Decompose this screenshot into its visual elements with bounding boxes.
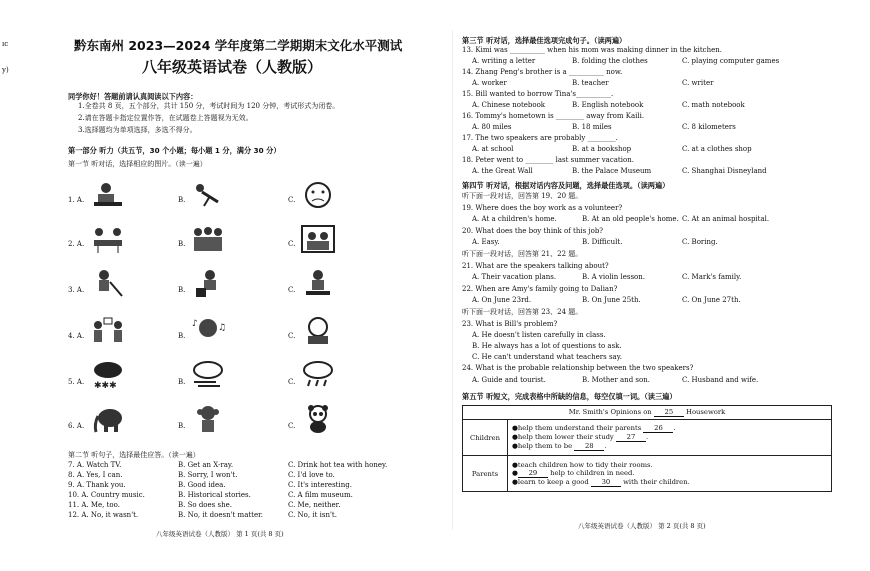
child-sweeping-icon — [90, 268, 126, 298]
person-at-desk-icon — [90, 180, 126, 210]
table-line: ●help them understand their parents 26 . — [512, 424, 676, 432]
option: B. English notebook — [572, 101, 644, 109]
windy-cloud-icon — [190, 360, 226, 390]
question: 22. When are Amy's family going to Dalian? — [462, 285, 618, 293]
option-label: B. — [178, 422, 186, 430]
question: 24. What is the probable relationship between the two speakers? — [462, 364, 694, 372]
table-line: ●help them to be 28 . — [512, 442, 607, 450]
option: C. Boring. — [682, 238, 718, 246]
person-falling-icon — [190, 180, 226, 210]
answer-option: C. I'd love to. — [288, 471, 335, 479]
option: C. Mark's family. — [682, 273, 742, 281]
option-label: B. — [178, 332, 186, 340]
question: 13. Kimi was __________ when his mom was making dinner in the kitchen. — [462, 46, 722, 54]
option: A. at school — [472, 145, 514, 153]
option-label: C. — [288, 286, 296, 294]
option-label: B. — [178, 286, 186, 294]
option: A. 80 miles — [472, 123, 512, 131]
option: A. the Great Wall — [472, 167, 533, 175]
blank-25: 25 — [654, 408, 684, 417]
option: B. teacher — [572, 79, 609, 87]
row-label-children: Children — [463, 420, 508, 456]
option-label: C. — [288, 332, 296, 340]
question: 21. What are the speakers talking about? — [462, 262, 609, 270]
option-label: 1. A. — [68, 196, 85, 204]
answer-option: 7. A. Watch TV. — [68, 461, 122, 469]
dialogue-intro: 听下面一段对话，回答第 19、20 题。 — [462, 192, 583, 200]
option: A. writing a letter — [472, 57, 536, 65]
child-folding-clothes-icon — [190, 268, 226, 298]
option-label: C. — [288, 378, 296, 386]
answer-option: C. No, it isn't. — [288, 511, 337, 519]
option: B. the Palace Museum — [572, 167, 652, 175]
option: B. At an old people's home. — [582, 215, 679, 223]
option: B. Mother and son. — [582, 376, 650, 384]
question: 14. Zhang Peng's brother is a __________ now. — [462, 68, 623, 76]
option-label: 6. A. — [68, 422, 85, 430]
answer-option: B. Get an X-ray. — [178, 461, 234, 469]
page-footer: 八年级英语试卷（人教版） 第 1 页(共 8 页) — [156, 530, 284, 538]
option: A. Easy. — [472, 238, 500, 246]
child-cooking-icon — [300, 268, 336, 298]
row-label-parents: Parents — [463, 456, 508, 492]
option: A. worker — [472, 79, 507, 87]
table-title — [463, 406, 832, 420]
option: C. 8 kilometers — [682, 123, 736, 131]
family-dinner-icon — [90, 224, 126, 254]
option: A. On June 23rd. — [472, 296, 532, 304]
panda-icon — [300, 404, 336, 434]
page-footer: 八年级英语试卷（人教版） 第 2 页(共 8 页) — [578, 522, 706, 530]
answer-option: B. So does she. — [178, 501, 232, 509]
question: 17. The two speakers are probably ________. — [462, 134, 618, 142]
option: A. Chinese notebook — [472, 101, 546, 109]
question: 15. Bill wanted to borrow Tina's__________. — [462, 90, 614, 98]
section2-heading: 第二节 听句子，选择最佳应答。（读一遍） — [68, 451, 200, 459]
section5-heading: 第五节 听短文，完成表格中所缺的信息，每空仅填一词。（读三遍） — [462, 392, 677, 401]
blank-29: 29 — [518, 469, 548, 478]
table-line: ●teach children how to tidy their rooms. — [512, 460, 653, 469]
option: B. 18 miles — [572, 123, 612, 131]
option-label: C. — [288, 422, 296, 430]
option: A. Their vacation plans. — [472, 273, 557, 281]
answer-option: B. Historical stories. — [178, 491, 251, 499]
margin-mark: ıc — [2, 40, 9, 48]
option-label: 5. A. — [68, 378, 85, 386]
option-label: B. — [178, 378, 186, 386]
page-divider — [452, 30, 453, 530]
dialogue-intro: 听下面一段对话，回答第 23、24 题。 — [462, 308, 583, 316]
answer-option: B. No, it doesn't matter. — [178, 511, 263, 519]
children-cell — [508, 420, 832, 456]
answer-option: C. It's interesting. — [288, 481, 352, 489]
option: A. At a children's home. — [472, 215, 557, 223]
blank-28: 28 — [574, 442, 604, 451]
answer-option: B. Good idea. — [178, 481, 226, 489]
singing-boy-icon — [190, 316, 226, 346]
answer-option: C. Drink hot tea with honey. — [288, 461, 388, 469]
question: 19. Where does the boy work as a volunteer? — [462, 204, 623, 212]
option: A. Guide and tourist. — [472, 376, 546, 384]
option: C. playing computer games — [682, 57, 780, 65]
answer-option: C. Me, neither. — [288, 501, 341, 509]
opinions-table — [462, 405, 832, 492]
option: A. He doesn't listen carefully in class. — [472, 331, 606, 339]
table-title-text: Mr. Smith's Opinions on — [568, 408, 652, 416]
monkey-icon — [190, 404, 226, 434]
sick-face-icon — [300, 180, 336, 210]
option: B. On June 25th. — [582, 296, 641, 304]
svg-text:✱✱✱: ✱✱✱ — [94, 381, 117, 390]
option: C. On June 27th. — [682, 296, 741, 304]
boy-reading-icon — [300, 316, 336, 346]
table-line: ● 29 help to children in need. — [512, 468, 635, 477]
option-label: B. — [178, 240, 186, 248]
section4-heading: 第四节 听对话，根据对话内容及问题，选择最佳选项。（读两遍） — [462, 181, 670, 190]
family-photo-icon — [300, 224, 336, 254]
answer-option: 12. A. No, it wasn't. — [68, 511, 139, 519]
elephant-icon — [90, 404, 126, 434]
option: C. Shanghai Disneyland — [682, 167, 767, 175]
exam-title: 黔东南州 2023—2024 学年度第二学期期末文化水平测试 — [74, 38, 403, 53]
answer-option: 8. A. Yes, I can. — [68, 471, 123, 479]
option: B. Difficult. — [582, 238, 623, 246]
question: 20. What does the boy think of this job? — [462, 227, 604, 235]
question: 18. Peter went to ________ last summer vacation. — [462, 156, 634, 164]
option: C. at a clothes shop — [682, 145, 752, 153]
svg-text:♫: ♫ — [218, 323, 226, 333]
section1-heading: 第一节 听对话，选择相应的图片。（读一遍） — [68, 160, 207, 168]
option: C. Husband and wife. — [682, 376, 759, 384]
svg-text:♪: ♪ — [192, 319, 198, 329]
notice-heading: 同学你好！答题前请认真阅读以下内容： — [68, 92, 198, 101]
answer-option: C. A film museum. — [288, 491, 353, 499]
people-group-icon — [190, 224, 226, 254]
snow-cloud-icon — [90, 360, 126, 390]
notice-line: 1.全卷共 8 页，五个部分，共计 150 分，考试时间为 120 分钟，考试形式为闭卷。 — [78, 102, 340, 110]
basketball-players-icon — [90, 316, 126, 346]
part1-heading: 第一部分 听力（共五节，30 个小题；每小题 1 分，满分 30 分） — [68, 146, 281, 155]
blank-26: 26 — [643, 424, 673, 433]
rain-cloud-icon — [300, 360, 336, 390]
notice-line: 2.请在答题卡指定位置作答，在试题卷上答题视为无效。 — [78, 114, 253, 122]
answer-option: 11. A. Me, too. — [68, 501, 120, 509]
table-line: ●learn to keep a good 30 with their children. — [512, 477, 690, 486]
option: B. folding the clothes — [572, 57, 648, 65]
option-label: 4. A. — [68, 332, 85, 340]
exam-subtitle: 八年级英语试卷（人教版） — [142, 58, 323, 76]
table-line: ●help them lower their study 27 . — [512, 433, 649, 441]
answer-option: 9. A. Thank you. — [68, 481, 126, 489]
blank-30: 30 — [591, 478, 621, 487]
option: B. He always has a lot of questions to ask. — [472, 342, 622, 350]
option: B. at a bookshop — [572, 145, 632, 153]
table-title-text: Housework — [686, 408, 726, 416]
option: B. A violin lesson. — [582, 273, 646, 281]
option-label: 3. A. — [68, 286, 85, 294]
option: C. math notebook — [682, 101, 745, 109]
option: C. At an animal hospital. — [682, 215, 770, 223]
answer-option: 10. A. Country music. — [68, 491, 145, 499]
question: 23. What is Bill's problem? — [462, 320, 558, 328]
option: C. He can't understand what teachers say. — [472, 353, 622, 361]
option-label: 2. A. — [68, 240, 85, 248]
option-label: C. — [288, 240, 296, 248]
section3-heading: 第三节 听对话，选择最佳选项完成句子。（读两遍） — [462, 36, 627, 45]
question: 16. Tommy's hometown is ________ away from Kaili. — [462, 112, 645, 120]
option-label: B. — [178, 196, 186, 204]
margin-mark: y) — [2, 66, 9, 74]
parents-cell — [508, 456, 832, 492]
option: C. writer — [682, 79, 714, 87]
answer-option: B. Sorry, I won't. — [178, 471, 238, 479]
option-label: C. — [288, 196, 296, 204]
dialogue-intro: 听下面一段对话，回答第 21、22 题。 — [462, 250, 583, 258]
notice-line: 3.选择题均为单项选择，多选不得分。 — [78, 126, 197, 134]
blank-27: 27 — [616, 433, 646, 442]
